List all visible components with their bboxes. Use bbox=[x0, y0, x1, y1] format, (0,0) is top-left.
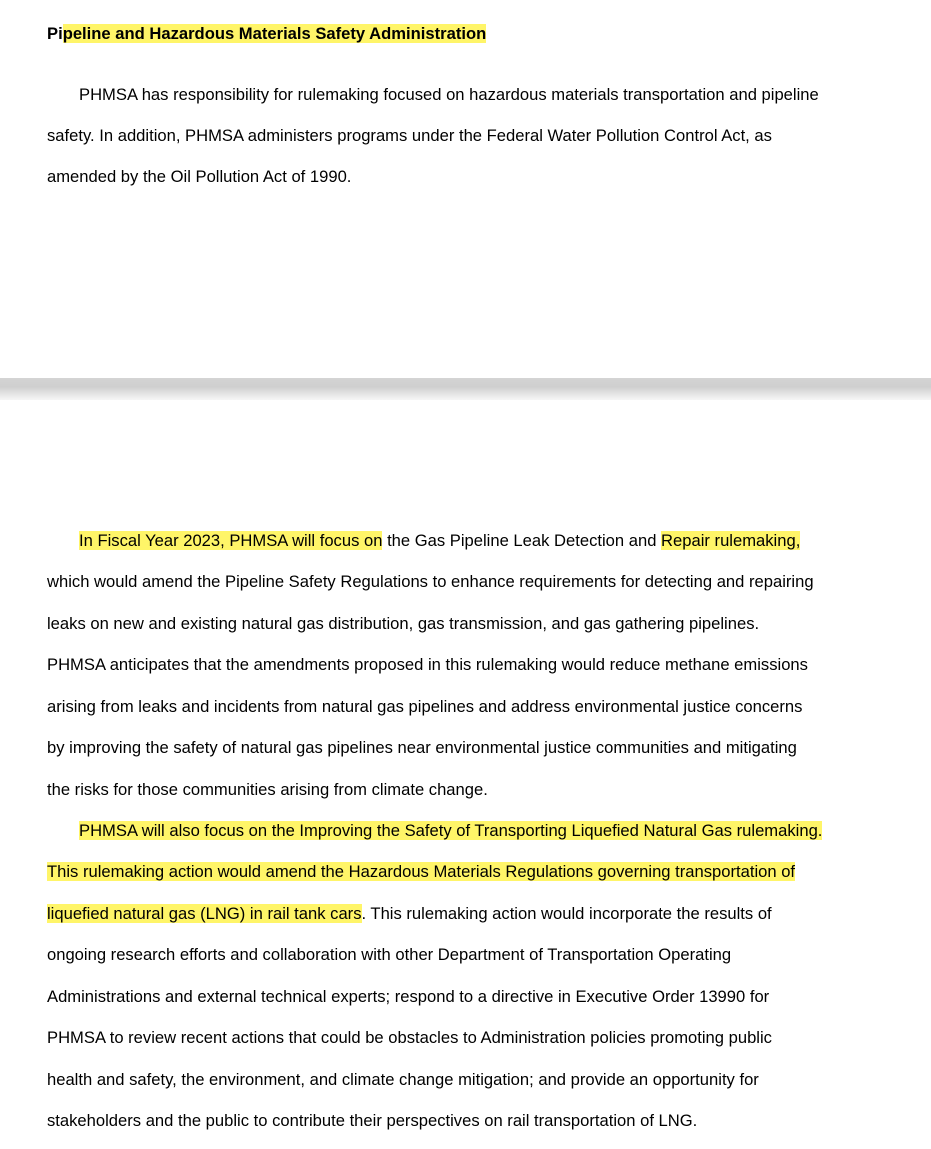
section-heading bbox=[47, 24, 486, 44]
paragraph1-line-2: safety. In addition, PHMSA administers programs under the Federal Water Pollution Control Act, as bbox=[47, 126, 772, 145]
heading-highlighted-text: peline and Hazardous Materials Safety Administration bbox=[62, 24, 487, 43]
paragraph2-highlight-fiscal-year: In Fiscal Year 2023, PHMSA will focus on bbox=[79, 531, 383, 550]
page-break-separator bbox=[0, 378, 931, 400]
paragraph3-line-5: Administrations and external technical experts; respond to a directive in Executive Order 13990 for bbox=[47, 987, 770, 1006]
paragraph2-line-1 bbox=[79, 531, 800, 551]
paragraph2-line-4: PHMSA anticipates that the amendments proposed in this rulemaking would reduce methane emissions bbox=[47, 655, 808, 674]
paragraph2-line-7: the risks for those communities arising from climate change. bbox=[47, 780, 488, 799]
paragraph3-line-2 bbox=[47, 862, 795, 882]
paragraph3-highlight-2: This rulemaking action would amend the Hazardous Materials Regulations governing transportation of bbox=[47, 862, 796, 881]
paragraph3-line-4: ongoing research efforts and collaboration with other Department of Transportation Operating bbox=[47, 945, 732, 964]
heading-prefix: Pi bbox=[47, 24, 63, 43]
paragraph2-plain-text: the Gas Pipeline Leak Detection and bbox=[382, 531, 662, 550]
paragraph3-line-6: PHMSA to review recent actions that could be obstacles to Administration policies promoting public bbox=[47, 1028, 772, 1047]
paragraph3-highlight-lng: liquefied natural gas (LNG) in rail tank cars bbox=[47, 904, 362, 923]
paragraph2-line-6: by improving the safety of natural gas pipelines near environmental justice communities and mitigating bbox=[47, 738, 797, 757]
paragraph2-line-2: which would amend the Pipeline Safety Regulations to enhance requirements for detecting and repairing bbox=[47, 572, 814, 591]
paragraph3-plain-text: . This rulemaking action would incorporate the results of bbox=[361, 904, 772, 923]
paragraph3-highlight-1: PHMSA will also focus on the Improving the Safety of Transporting Liquefied Natural Gas rulemaking. bbox=[79, 821, 823, 840]
paragraph2-line-5: arising from leaks and incidents from natural gas pipelines and address environmental justice concerns bbox=[47, 697, 803, 716]
paragraph3-line-8: stakeholders and the public to contribute their perspectives on rail transportation of LNG. bbox=[47, 1111, 698, 1130]
paragraph3-line-3 bbox=[47, 904, 772, 924]
paragraph1-line-3: amended by the Oil Pollution Act of 1990. bbox=[47, 167, 352, 186]
paragraph3-line-7: health and safety, the environment, and climate change mitigation; and provide an opportunity for bbox=[47, 1070, 759, 1089]
paragraph2-highlight-repair: Repair rulemaking, bbox=[661, 531, 801, 550]
paragraph1-line-1: PHMSA has responsibility for rulemaking focused on hazardous materials transportation and pipeline bbox=[79, 85, 819, 104]
paragraph2-line-3: leaks on new and existing natural gas distribution, gas transmission, and gas gathering pipelines. bbox=[47, 614, 760, 633]
paragraph3-line-1 bbox=[79, 821, 822, 841]
